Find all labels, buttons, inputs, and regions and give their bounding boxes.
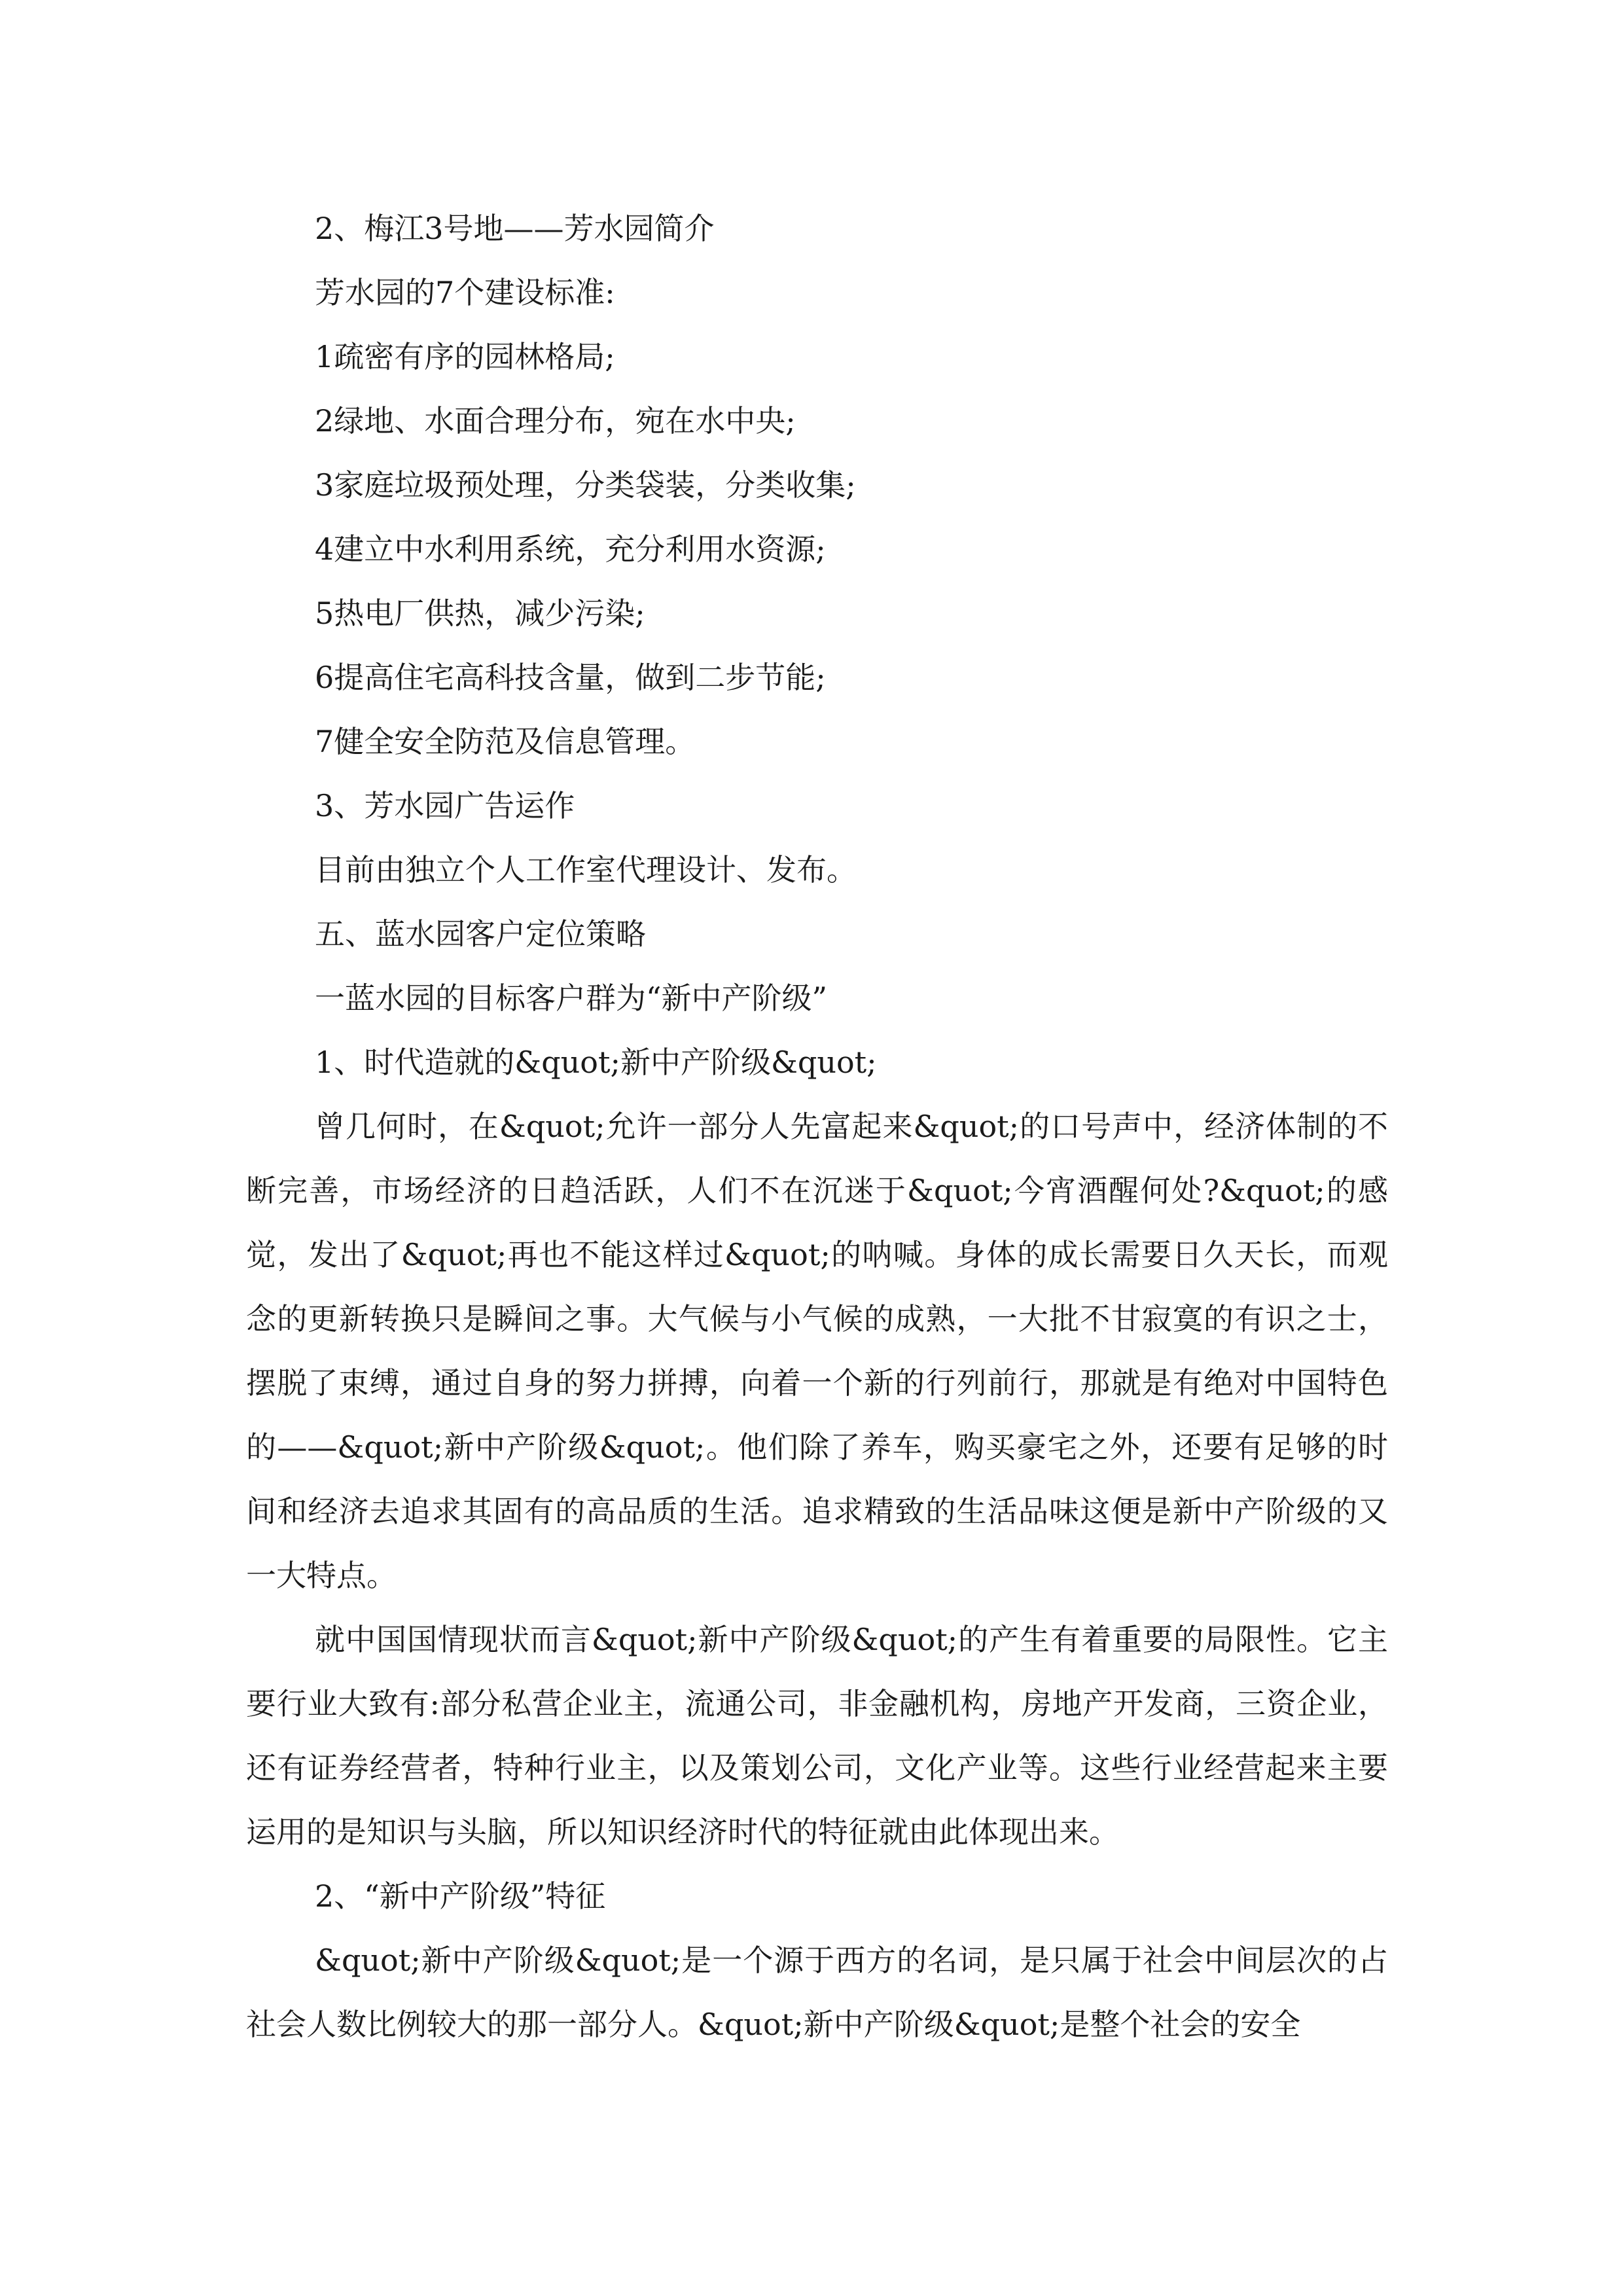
- text-line: 芳水园的7个建设标准:: [315, 275, 615, 310]
- list-item: 1疏密有序的园林格局;: [315, 339, 615, 374]
- section-heading: 2、梅江3号地——芳水园简介: [315, 211, 715, 246]
- list-item: 3家庭垃圾预处理，分类袋装，分类收集;: [315, 467, 856, 503]
- list-item: 4建立中水利用系统，充分利用水资源;: [315, 531, 826, 567]
- section-heading: 3、芳水园广告运作: [315, 788, 575, 823]
- list-item: 7健全安全防范及信息管理。: [315, 724, 696, 759]
- body-paragraph: &quot;新中产阶级&quot;是一个源于西方的名词，是只属于社会中间层次的占社会人数比例较大的那一部分人。&quot;新中产阶级&quot;是整个社会的安全: [246, 1943, 1388, 2042]
- section-heading: 一蓝水园的目标客户群为“新中产阶级”: [315, 980, 828, 1016]
- body-paragraph: 曾几何时，在&quot;允许一部分人先富起来&quot;的口号声中，经济体制的不断完善，市场经济的日趋活跃，人们不在沉迷于&quot;今宵酒醒何处?&quot;的感觉，发出了&quot;再也不能这样过&quot;的呐喊。身体的成长需要日久天长，而观念的更新转换只是瞬间之事。大气候与小气候的成熟，一大批不甘寂寞的有识之士，摆脱了束缚，通过自身的努力拼搏，向着一个新的行列前行，那就是有绝对中国特色的——&quot;新中产阶级&quot;。他们除了养车，购买豪宅之外，还要有足够的时间和经济去追求其固有的高品质的生活。追求精致的生活品味这便是新中产阶级的又一大特点。: [246, 1109, 1388, 1593]
- list-item: 6提高住宅高科技含量，做到二步节能;: [315, 660, 826, 695]
- section-heading: 五、蓝水园客户定位策略: [315, 916, 646, 952]
- document-body: [246, 196, 1388, 2056]
- section-heading: 1、时代造就的&quot;新中产阶级&quot;: [315, 1045, 877, 1080]
- text-line: 目前由独立个人工作室代理设计、发布。: [315, 852, 857, 888]
- list-item: 2绿地、水面合理分布，宛在水中央;: [315, 403, 796, 439]
- body-paragraph: 就中国国情现状而言&quot;新中产阶级&quot;的产生有着重要的局限性。它主要行业大致有:部分私营企业主，流通公司，非金融机构，房地产开发商，三资企业，还有证券经营者，特种行业主，以及策划公司，文化产业等。这些行业经营起来主要运用的是知识与头脑，所以知识经济时代的特征就由此体现出来。: [246, 1622, 1388, 1850]
- list-item: 5热电厂供热，减少污染;: [315, 596, 645, 631]
- section-heading: 2、“新中产阶级”特征: [315, 1878, 606, 1914]
